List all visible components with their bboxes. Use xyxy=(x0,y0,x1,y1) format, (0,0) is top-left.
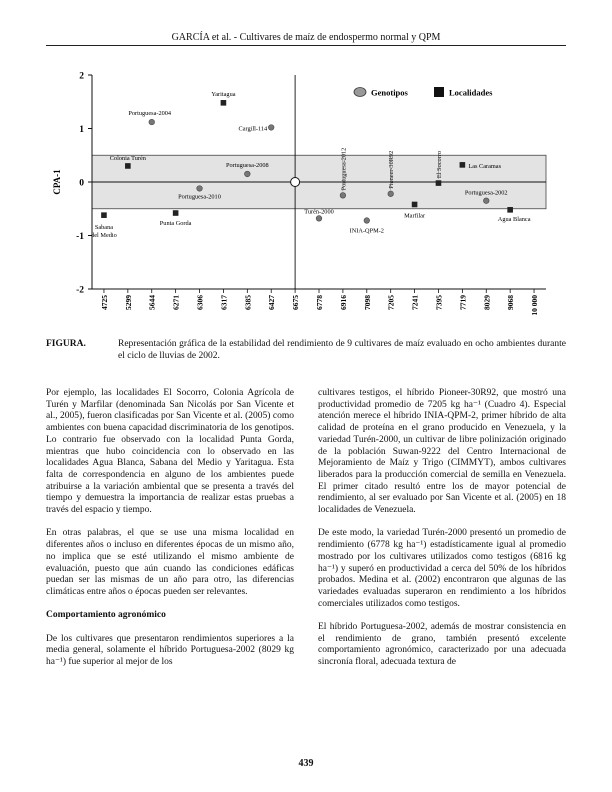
genotipo-label: Turén-2000 xyxy=(304,208,334,216)
x-tick-label: 6306 xyxy=(195,295,205,310)
left-column xyxy=(46,388,294,681)
genotipo-point xyxy=(197,186,203,192)
genotipo-point xyxy=(245,171,251,177)
localidad-point xyxy=(101,212,107,218)
y-tick-label: 0 xyxy=(79,178,84,189)
x-tick-label: 6778 xyxy=(315,295,324,310)
genotipo-point xyxy=(340,193,346,199)
x-tick-label: 7098 xyxy=(362,295,372,310)
paragraph: El híbrido Portuguesa-2002, además de mostrar consistencia en el rendimiento de grano, también presentó excelente comportamiento agronómico, caracterizado por una adecuada sincronía floral, adecuada textura de xyxy=(318,622,566,668)
genotipo-point xyxy=(316,216,322,222)
localidad-point xyxy=(460,162,466,168)
paragraph: De los cultivares que presentaron rendimientos superiores a la media general, solamente el híbrido Portuguesa-2002 (8029 kg ha⁻¹) fue superior al mejor de los xyxy=(46,633,294,668)
genotipo-label: Portuguesa-2008 xyxy=(225,161,269,169)
x-tick-label: 7395 xyxy=(434,295,444,310)
page-number: 439 xyxy=(298,758,314,769)
y-tick-label: 1 xyxy=(79,125,84,135)
legend-localidades-label: Localidades xyxy=(449,87,493,98)
localidad-label: Colonia Turén xyxy=(109,154,146,162)
genotipo-point xyxy=(364,218,370,224)
localidad-point xyxy=(507,207,513,213)
header-rule xyxy=(46,45,566,46)
genotipo-point xyxy=(483,198,489,204)
section-heading: Comportamiento agronómico xyxy=(46,610,166,621)
stability-figure xyxy=(0,55,612,330)
localidad-label: Agua Blanca xyxy=(497,215,531,223)
x-tick-label: 6385 xyxy=(243,295,253,310)
paragraph: De este modo, la variedad Turén-2000 presentó un promedio de rendimiento (6778 kg ha⁻¹) estadísticamente igual al promedio mostrado por los cultivares utilizados como testigos (6816 kg ha⁻¹) y superó en productividad a cerca del 50% de los híbridos probados. Medina et al. (2002) encontraron que algunas de las variedades evaluadas superaron en rendimiento a los híbridos comerciales utilizados como testigos. xyxy=(318,528,566,609)
y-tick-label: 2 xyxy=(79,71,84,82)
localidad-label: Las Caramas xyxy=(468,162,502,170)
x-tick-label: 5299 xyxy=(123,295,133,310)
paragraph: Por ejemplo, las localidades El Socorro, Colonia Agrícola de Turén y Marfilar (denominada San Nicolás por San Vicente et al., 2005), fueron clasificadas por San Vicente et al. (2005) como ambientes con buena capacidad discriminatoria de los genotipos. Lo contrario fue observado con la localidad Punta Gorda, mientras que hubo coincidencia con lo observado en las localidades Agua Blanca, Sabana del Medio y Yaritagua. Esta falta de correspondencia en alguno de los ambientes puede atribuirse a la variación ambiental que se presenta a través del tiempo y demuestra la importancia de realizar estas pruebas a través del espacio y tiempo. xyxy=(46,388,294,516)
genotipo-label: Portuguesa-2004 xyxy=(128,110,172,118)
localidad-label: Punta Gorda xyxy=(159,220,192,228)
x-tick-label: 7241 xyxy=(410,295,420,310)
x-tick-label: 9068 xyxy=(506,295,516,310)
localidad-point xyxy=(221,100,227,106)
x-tick-label: 6271 xyxy=(171,295,181,310)
localidad-point xyxy=(125,163,131,169)
legend-localidades-swatch xyxy=(434,87,444,97)
localidad-point xyxy=(173,210,179,216)
genotipo-label: INIA-QPM-2 xyxy=(349,227,384,235)
legend-genotipos-swatch xyxy=(354,88,366,97)
localidad-point xyxy=(412,202,418,208)
x-tick-label: 7719 xyxy=(458,295,468,310)
genotipo-label: Pioneer-30R92 xyxy=(388,150,396,189)
legend-genotipos-label: Genotipos xyxy=(371,87,408,98)
x-tick-label: 4725 xyxy=(99,295,109,310)
running-header: GARCÍA et al. - Cultivares de maíz de endospermo normal y QPM xyxy=(171,32,441,43)
genotipo-point xyxy=(149,119,155,125)
localidad-label: Marfilar xyxy=(404,212,426,220)
x-tick-label: 6427 xyxy=(267,295,277,310)
caption-text: Representación gráfica de la estabilidad del rendimiento de 9 cultivares de maíz evaluado en ocho ambientes durante el ciclo de lluvias de 2002. xyxy=(118,339,566,361)
y-tick-label: -1 xyxy=(76,232,84,242)
localidad-label: del Medio xyxy=(91,232,117,240)
genotipo-label: Portuguesa-2010 xyxy=(178,193,221,201)
genotipo-point xyxy=(388,191,394,197)
localidad-point xyxy=(436,180,442,186)
paragraph: cultivares testigos, el híbrido Pioneer-30R92, que mostró una productividad promedio de 7205 kg ha⁻¹ (Cuadro 4). Especial atención merece el híbrido INIA-QPM-2, primer híbrido de alta calidad de proteína en el grano producido en Venezuela, y la variedad Turén-2000, un cultivar de libre polinización originado de la población Suwan-9222 del Centro Internacional de Mejoramiento de Maíz y Trigo (CIMMYT), ambos cultivares liberados para la producción comercial de semilla en Venezuela. El primer citado resultó entre los de mayor potencial de rendimiento, al ser evaluado por San Vicente et al. (2005) en 18 localidades de Venezuela. xyxy=(318,388,566,516)
genotipo-label: Portuguesa-2012 xyxy=(340,147,348,191)
genotipo-point xyxy=(268,125,274,131)
y-tick-label: -2 xyxy=(76,285,84,296)
caption-label: FIGURA. xyxy=(46,339,86,349)
x-tick-label: 5644 xyxy=(147,295,157,310)
right-column xyxy=(318,388,566,681)
x-tick-label: 10 000 xyxy=(530,295,540,316)
paragraph: En otras palabras, el que se use una misma localidad en diferentes años o incluso en diferentes épocas de un mismo año, no implica que se esté utilizando el mismo ambiente de evaluación, puesto que aún cuando las condiciones edáficas puedan ser las mismas de un año para otro, las diferencias climáticas entre años o épocas pueden ser relevantes. xyxy=(46,528,294,597)
x-tick-label: 6675 xyxy=(291,295,301,310)
x-tick-label: 8029 xyxy=(482,295,492,310)
localidad-label: Sabana xyxy=(94,224,114,232)
x-tick-label: 6317 xyxy=(219,295,229,310)
y-axis-label: CPA-1 xyxy=(52,169,62,195)
x-tick-label: 7205 xyxy=(386,295,396,310)
center-point xyxy=(291,178,300,187)
genotipo-label: Cargill-114 xyxy=(238,125,268,133)
x-tick-label: 6916 xyxy=(338,295,348,310)
genotipo-label: Portuguesa-2002 xyxy=(464,189,508,197)
localidad-label: El Socorro xyxy=(435,150,443,179)
localidad-label: Yaritagua xyxy=(211,90,236,98)
